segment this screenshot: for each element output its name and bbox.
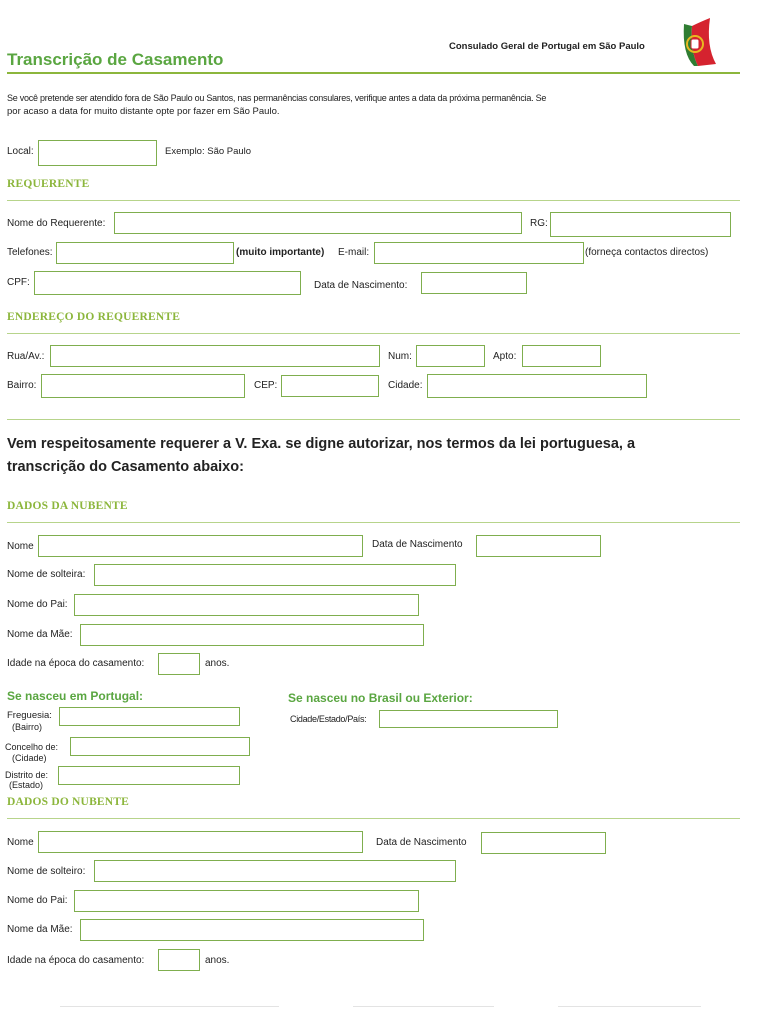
nubente-f-nascimento-input[interactable] [476, 535, 601, 557]
concelho-input[interactable] [70, 737, 250, 756]
nubente-m-mae-input[interactable] [80, 919, 424, 941]
nubente-m-nome-input[interactable] [38, 831, 363, 853]
nubente-f-pai-label: Nome do Pai: [7, 599, 68, 610]
nome-requerente-label: Nome do Requerente: [7, 218, 106, 229]
email-label: E-mail: [338, 247, 370, 258]
statement-line-1: Vem respeitosamente requerer a V. Exa. se digne autorizar, nos termos da lei portuguesa, a [7, 436, 636, 452]
cpf-input[interactable] [34, 271, 301, 295]
distrito-sub: (Estado) [9, 780, 44, 790]
nubente-f-nascimento-label: Data de Nascimento [372, 539, 463, 550]
section-endereco: ENDEREÇO DO REQUERENTE [7, 311, 181, 323]
rule-statement [7, 419, 740, 420]
distrito-label: Distrito de: [5, 770, 49, 780]
rg-input[interactable] [550, 212, 731, 237]
nubente-f-mae-input[interactable] [80, 624, 424, 646]
cep-input[interactable] [281, 375, 379, 397]
telefones-input[interactable] [56, 242, 234, 264]
nubente-f-nome-input[interactable] [38, 535, 363, 557]
apto-label: Apto: [493, 351, 517, 362]
nubente-f-anos: anos. [205, 658, 230, 669]
local-example: Exemplo: São Paulo [165, 146, 252, 157]
rua-label: Rua/Av.: [7, 351, 45, 362]
distrito-input[interactable] [58, 766, 240, 785]
email-input[interactable] [374, 242, 584, 264]
bairro-input[interactable] [41, 374, 245, 398]
nubente-m-pai-label: Nome do Pai: [7, 895, 68, 906]
nubente-m-solteiro-input[interactable] [94, 860, 456, 882]
bairro-label: Bairro: [7, 380, 37, 391]
cpf-label: CPF: [7, 277, 30, 288]
section-requerente: REQUERENTE [7, 178, 90, 190]
nubente-m-solteiro-label: Nome de solteiro: [7, 866, 86, 877]
rg-label: RG: [530, 218, 548, 229]
cidade-pais-label: Cidade/Estado/País: [290, 714, 367, 724]
rule-requerente [7, 200, 740, 201]
cidade-pais-input[interactable] [379, 710, 558, 728]
nascimento-requerente-label: Data de Nascimento: [314, 280, 408, 291]
rule-nubente-f [7, 522, 740, 523]
cep-label: CEP: [254, 380, 278, 391]
nubente-f-solteira-input[interactable] [94, 564, 456, 586]
nubente-f-idade-label: Idade na época do casamento: [7, 658, 145, 669]
forneca-note: (forneça contactos directos) [585, 247, 709, 258]
nubente-f-pai-input[interactable] [74, 594, 419, 616]
footer-line-3 [558, 1006, 701, 1007]
page-title: Transcrição de Casamento [7, 50, 224, 69]
header-rule [7, 72, 740, 74]
concelho-label: Concelho de: [5, 742, 59, 752]
muito-importante-note: (muito importante) [236, 247, 325, 258]
section-nubente-f: DADOS DA NUBENTE [7, 500, 128, 512]
consulate-name: Consulado Geral de Portugal em São Paulo [449, 41, 645, 52]
rule-nubente-m [7, 818, 740, 819]
telefones-label: Telefones: [7, 247, 53, 258]
nubente-f-idade-input[interactable] [158, 653, 200, 675]
nubente-f-nome-label: Nome [7, 541, 34, 552]
intro-line-2: por acaso a data for muito distante opte por fazer em São Paulo. [7, 106, 280, 117]
nascimento-requerente-input[interactable] [421, 272, 527, 294]
rua-input[interactable] [50, 345, 380, 367]
local-input[interactable] [38, 140, 157, 166]
freguesia-input[interactable] [59, 707, 240, 726]
nome-requerente-input[interactable] [114, 212, 522, 234]
nubente-f-mae-label: Nome da Mãe: [7, 629, 73, 640]
local-label: Local: [7, 146, 34, 157]
footer-line-2 [353, 1006, 494, 1007]
rule-endereco [7, 333, 740, 334]
nubente-m-idade-input[interactable] [158, 949, 200, 971]
statement-line-2: transcrição do Casamento abaixo: [7, 459, 244, 475]
section-nubente-m: DADOS DO NUBENTE [7, 796, 130, 808]
num-input[interactable] [416, 345, 485, 367]
nubente-m-anos: anos. [205, 955, 230, 966]
freguesia-label: Freguesia: [7, 710, 52, 721]
freguesia-sub: (Bairro) [12, 722, 43, 732]
nubente-m-nascimento-input[interactable] [481, 832, 606, 854]
footer-line-1 [60, 1006, 279, 1007]
portugal-flag-icon [676, 14, 722, 68]
nubente-m-nascimento-label: Data de Nascimento [376, 837, 467, 848]
nubente-m-mae-label: Nome da Mãe: [7, 924, 73, 935]
nubente-m-nome-label: Nome [7, 837, 34, 848]
nubente-f-solteira-label: Nome de solteira: [7, 569, 86, 580]
nubente-m-pai-input[interactable] [74, 890, 419, 912]
cidade-input[interactable] [427, 374, 647, 398]
concelho-sub: (Cidade) [12, 753, 47, 763]
nasceu-portugal-title: Se nasceu em Portugal: [7, 689, 144, 703]
intro-line-1: Se você pretende ser atendido fora de São Paulo ou Santos, nas permanências consulares, verifique antes a data da próxima permanência. Se [7, 93, 547, 103]
apto-input[interactable] [522, 345, 601, 367]
nubente-m-idade-label: Idade na época do casamento: [7, 955, 145, 966]
num-label: Num: [388, 351, 412, 362]
nasceu-exterior-title: Se nasceu no Brasil ou Exterior: [288, 691, 473, 705]
cidade-label: Cidade: [388, 380, 423, 391]
